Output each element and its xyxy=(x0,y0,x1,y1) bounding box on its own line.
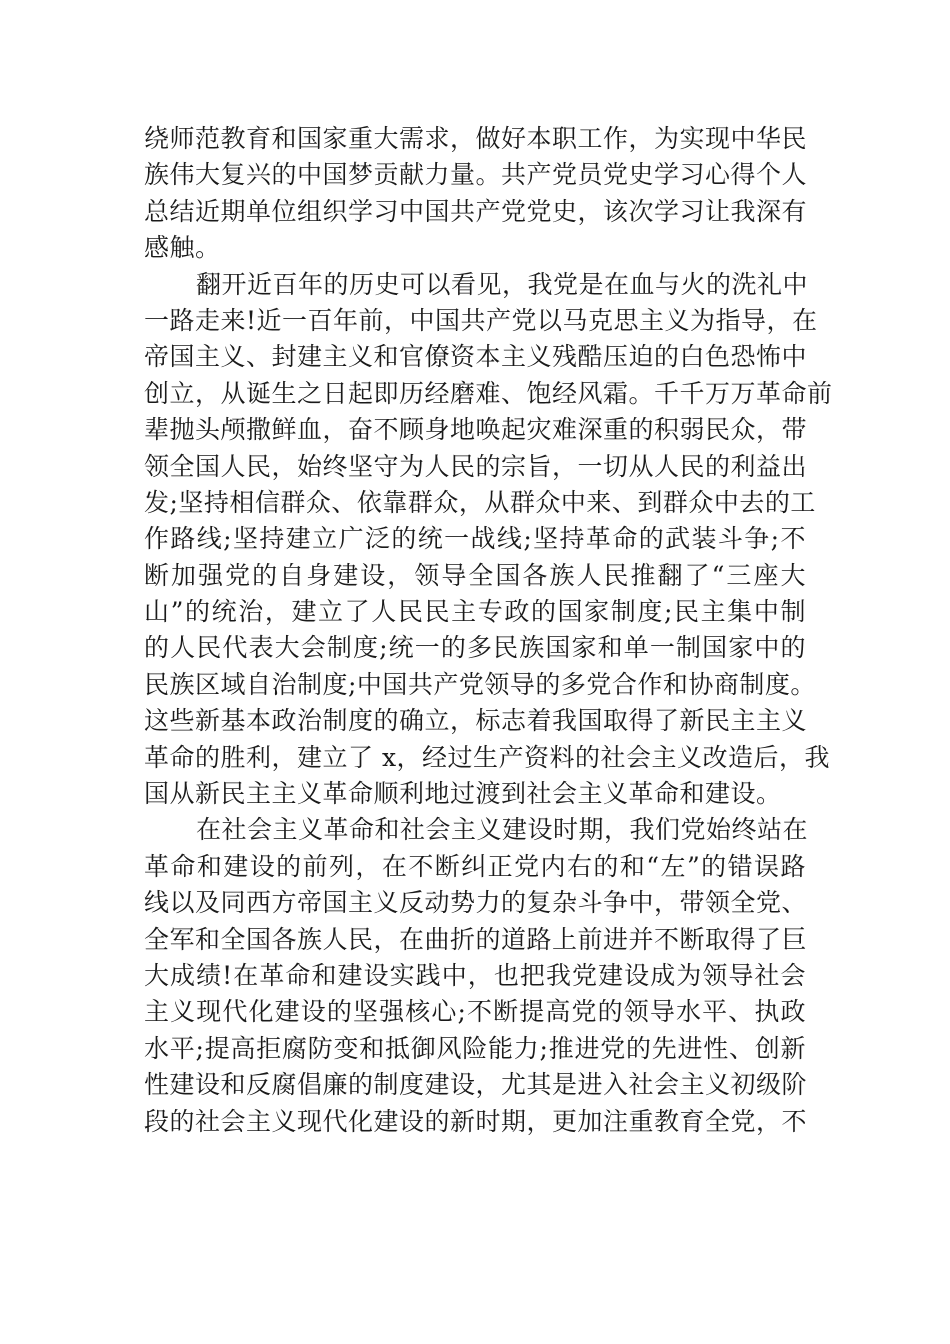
text-line: 线以及同西方帝国主义反动势力的复杂斗争中，带领全党、 xyxy=(144,888,808,918)
text-line: 山”的统治，建立了人民民主专政的国家制度;民主集中制 xyxy=(144,597,806,627)
text-line: 创立，从诞生之日起即历经磨难、饱经风霜。千千万万革命前 xyxy=(144,378,833,408)
text-line: 这些新基本政治制度的确立，标志着我国取得了新民主主义 xyxy=(144,706,808,736)
text-line: 族伟大复兴的中国梦贡献力量。共产党员党史学习心得个人 xyxy=(144,160,808,190)
text-line: 主义现代化建设的坚强核心;不断提高党的领导水平、执政 xyxy=(144,997,806,1027)
text-line: 在社会主义革命和社会主义建设时期，我们党始终站在 xyxy=(196,815,809,845)
text-line: 一路走来!近一百年前，中国共产党以马克思主义为指导，在 xyxy=(144,305,818,335)
text-line: 领全国人民，始终坚守为人民的宗旨，一切从人民的利益出 xyxy=(144,451,808,481)
text-line: 总结近期单位组织学习中国共产党党史，该次学习让我深有 xyxy=(144,196,808,226)
text-line: 辈抛头颅撒鲜血，奋不顾身地唤起灾难深重的积弱民众，带 xyxy=(144,415,808,445)
text-line: 绕师范教育和国家重大需求，做好本职工作，为实现中华民 xyxy=(144,124,808,153)
text-line: 发;坚持相信群众、依靠群众，从群众中来、到群众中去的工 xyxy=(144,487,816,517)
text-line: 水平;提高拒腐防变和抵御风险能力;推进党的先进性、创新 xyxy=(144,1033,806,1063)
text-line: 帝国主义、封建主义和官僚资本主义残酷压迫的白色恐怖中 xyxy=(144,342,808,372)
text-line: 大成绩!在革命和建设实践中，也把我党建设成为领导社会 xyxy=(144,960,806,990)
text-line: 性建设和反腐倡廉的制度建设，尤其是进入社会主义初级阶 xyxy=(144,1070,808,1100)
text-line: 国从新民主主义革命顺利地过渡到社会主义革命和建设。 xyxy=(144,779,782,809)
text-line: 断加强党的自身建设，领导全国各族人民推翻了“三座大 xyxy=(144,560,806,590)
text-line: 段的社会主义现代化建设的新时期，更加注重教育全党，不 xyxy=(144,1106,808,1136)
document-body xyxy=(144,121,833,1140)
text-line: 革命和建设的前列，在不断纠正党内右的和“左”的错误路 xyxy=(144,851,806,881)
text-line: 革命的胜利，建立了 x，经过生产资料的社会主义改造后，我 xyxy=(144,742,831,772)
text-line: 全军和全国各族人民，在曲折的道路上前进并不断取得了巨 xyxy=(144,924,808,954)
text-line: 感触。 xyxy=(144,233,221,263)
text-line: 翻开近百年的历史可以看见，我党是在血与火的洗礼中 xyxy=(196,269,809,299)
text-line: 民族区域自治制度;中国共产党领导的多党合作和协商制度。 xyxy=(144,669,816,699)
text-line: 的人民代表大会制度;统一的多民族国家和单一制国家中的 xyxy=(144,633,806,663)
text-line: 作路线;坚持建立广泛的统一战线;坚持革命的武装斗争;不 xyxy=(144,524,806,554)
